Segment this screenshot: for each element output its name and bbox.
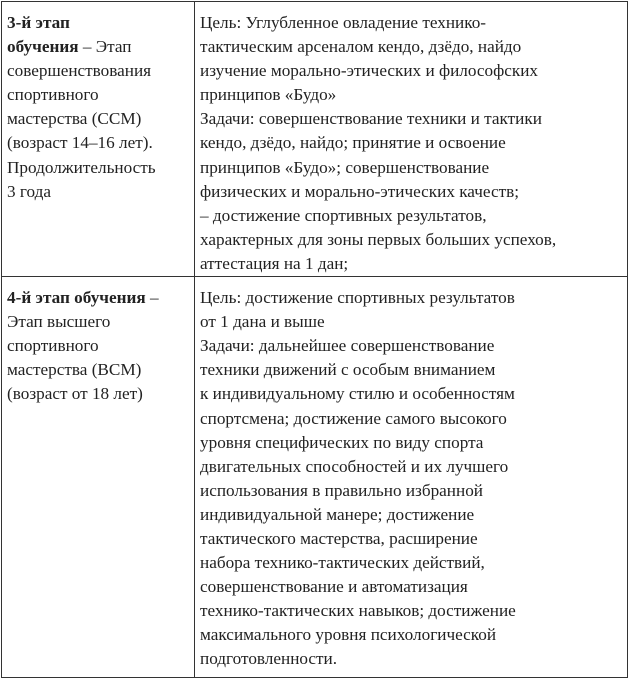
stage-detail-text: спортивного	[7, 85, 99, 105]
stage-description-cell	[195, 277, 628, 678]
stage-name-line	[7, 83, 190, 107]
stage-detail-text: – Этап	[78, 37, 132, 57]
stage-description-line: физических и морально-этических качеств;	[200, 181, 519, 201]
stage-title-text: 4-й этап обучения	[7, 288, 146, 308]
stage-description-line: аттестация на 1 дан;	[200, 253, 349, 273]
stage-description-line: кендо, дзёдо, найдо; принятие и освоение	[200, 133, 506, 153]
stage-description-line: спортсмена; достижение самого высокого	[200, 408, 507, 428]
stage-name-line	[7, 35, 190, 59]
stage-name-line	[7, 334, 190, 358]
stage-name-cell	[2, 2, 195, 277]
stage-detail-text: спортивного	[7, 336, 99, 356]
stage-detail-text: (возраст 14–16 лет).	[7, 133, 153, 153]
stage-description-line: изучение морально-этических и философских	[200, 61, 539, 81]
stage-detail-text: совершенствования	[7, 61, 152, 81]
stage-name-line	[7, 382, 190, 406]
stage-name-line	[7, 107, 190, 131]
stage-name-line	[7, 310, 190, 334]
table-row	[2, 2, 628, 277]
stage-description-line: совершенствование и автоматизация	[200, 577, 468, 597]
stage-description-line: к индивидуальному стилю и особенностям	[200, 384, 515, 404]
stage-description-line: Цель: Углубленное овладение технико-	[200, 13, 487, 32]
stage-name-line	[7, 11, 190, 35]
stage-name-line	[7, 59, 190, 83]
stage-description-line: максимального уровня психологической	[200, 625, 497, 645]
stage-name-line	[7, 180, 190, 204]
stage-name-line	[7, 286, 190, 310]
stage-description-cell	[195, 2, 628, 277]
stage-name-line	[7, 156, 190, 180]
stage-description-line: подготовленности.	[200, 649, 338, 669]
stage-description-line: характерных для зоны первых больших успехов,	[200, 229, 557, 249]
stage-description-line: тактического мастерства, расширение	[200, 528, 478, 548]
stage-name-line	[7, 131, 190, 155]
stage-description-line: принципов «Будо»; совершенствование	[200, 157, 490, 177]
stage-description-line: использования в правильно избранной	[200, 480, 483, 500]
stage-description-line: – достижение спортивных результатов,	[200, 205, 487, 225]
training-stages-table	[1, 1, 628, 678]
stage-detail-text: (возраст от 18 лет)	[7, 384, 143, 404]
stage-description-line: технико-тактических навыков; достижение	[200, 601, 516, 621]
stage-description-line: индивидуальной манере; достижение	[200, 504, 475, 524]
stage-title-text: 3-й этап	[7, 13, 70, 32]
stage-description-line: уровня специфических по виду спорта	[200, 432, 484, 452]
stage-name-cell	[2, 277, 195, 678]
stage-detail-text: мастерства (ССМ)	[7, 109, 142, 129]
stage-name-line	[7, 358, 190, 382]
stage-detail-text: мастерства (ВСМ)	[7, 360, 142, 380]
stage-description-line: техники движений с особым вниманием	[200, 360, 496, 380]
stage-description-line: принципов «Будо»	[200, 85, 337, 105]
table-row	[2, 277, 628, 678]
stage-detail-text: –	[145, 288, 159, 308]
stage-description-line: тактическим арсеналом кендо, дзёдо, найдо	[200, 37, 522, 57]
stage-title-text: обучения	[7, 37, 79, 57]
stage-description-line: Задачи: дальнейшее совершенствование	[200, 336, 495, 356]
stage-description-line: двигательных способностей и их лучшего	[200, 456, 509, 476]
stage-description-line: Цель: достижение спортивных результатов	[200, 288, 515, 308]
stage-description-line: Задачи: совершенствование техники и тактики	[200, 109, 542, 129]
stage-detail-text: Продолжительность	[7, 157, 156, 177]
stage-detail-text: 3 года	[7, 181, 51, 201]
stage-detail-text: Этап высшего	[7, 312, 111, 332]
stage-description-line: от 1 дана и выше	[200, 312, 325, 332]
stage-description-line: набора технико-тактических действий,	[200, 553, 485, 573]
